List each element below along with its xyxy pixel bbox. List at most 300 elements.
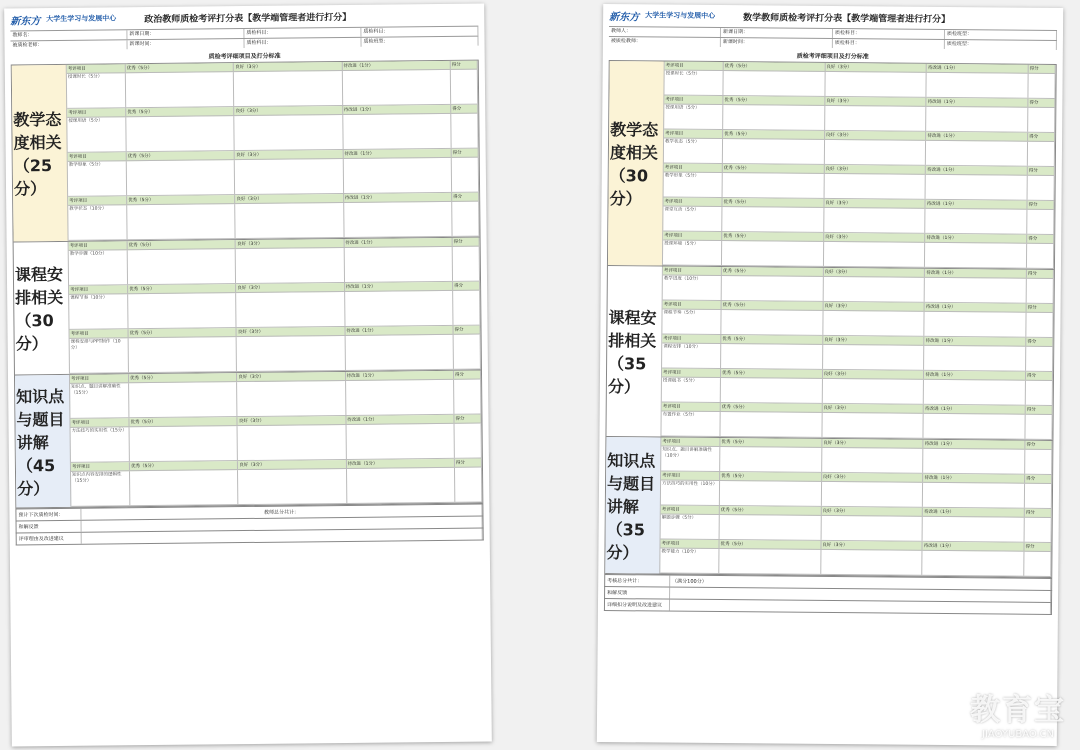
rubric-header-cell: 待改进（1分） <box>927 98 1029 107</box>
rubric-header-cell: 优秀（5分） <box>722 301 824 310</box>
rubric-criteria-cell <box>723 105 825 130</box>
rubric-header-cell: 优秀（5分） <box>723 164 825 173</box>
rubric-row <box>664 139 1055 167</box>
rubric-criteria-cell <box>925 243 1027 268</box>
rubric-criteria-cell <box>723 71 825 96</box>
rubric-criteria-cell <box>923 483 1025 508</box>
rubric-header-cell: 优秀（5分） <box>721 335 823 344</box>
rubric-header-cell: 良好（3分） <box>236 239 344 248</box>
category-block <box>14 238 481 376</box>
rubric-item-name: 课程安排（10分） <box>662 344 721 369</box>
rubric-header-cell: 得分 <box>452 149 479 157</box>
rubric-header-cell: 优秀（5分） <box>126 63 234 72</box>
rubric-criteria-cell <box>130 426 239 461</box>
rubric-header-cell: 待改进（1分） <box>343 149 451 158</box>
rubric-header-cell: 待改进（1分） <box>924 371 1026 380</box>
left-doc-title: 政治教师质检考评打分表【教学端管理者进行打分】 <box>144 12 352 26</box>
rubric-header-cell: 得分 <box>1024 543 1051 551</box>
rubric-row <box>68 202 479 241</box>
category-block <box>608 61 1056 270</box>
rubric-header-cell: 良好（3分） <box>237 327 345 336</box>
rubric-header-cell: 考评项目 <box>68 196 127 205</box>
rubric-header-cell: 得分 <box>1027 201 1054 209</box>
rubric-header-cell: 得分 <box>1027 270 1054 278</box>
rubric-header-cell: 优秀（5分） <box>720 438 822 447</box>
rubric-item-name: 授课板书（5分） <box>662 378 721 403</box>
rubric-header-cell: 良好（3分） <box>238 460 346 469</box>
footer-label: 考核总分共计： <box>605 575 670 587</box>
category-block <box>15 371 482 509</box>
rubric-criteria-cell <box>343 158 452 193</box>
score-cell <box>451 114 478 148</box>
category-label: 课程安排相关（35分） <box>606 266 662 436</box>
rubric-header-cell: 考评项目 <box>663 267 722 276</box>
rubric-criteria-cell <box>722 207 824 232</box>
rubric-header-cell: 待改进（1分） <box>923 474 1025 483</box>
rubric-header-cell: 得分 <box>1029 65 1056 73</box>
rubric-criteria-cell <box>927 73 1029 98</box>
rubric-row <box>664 105 1055 133</box>
rubric-header-cell: 得分 <box>451 61 478 69</box>
rubric-row <box>661 515 1052 543</box>
rubric-header-cell: 优秀（5分） <box>721 369 823 378</box>
rubric-criteria-cell <box>130 470 239 505</box>
rubric-header-cell: 得分 <box>1028 167 1055 175</box>
rubric-row <box>663 276 1054 304</box>
info-field: 质检科目： <box>833 29 945 39</box>
score-cell <box>455 424 482 458</box>
rubric-row <box>70 380 481 419</box>
score-cell <box>455 468 482 502</box>
rubric-item-name: 授课用语（5分） <box>664 105 723 130</box>
rubric-criteria-cell <box>347 468 456 503</box>
rubric-header-cell: 良好（3分） <box>823 370 925 379</box>
rubric-criteria-cell <box>344 247 453 282</box>
rubric-criteria-cell <box>925 312 1027 337</box>
rubric-row <box>664 173 1055 201</box>
rubric-header-cell: 优秀（5分） <box>126 107 234 116</box>
rubric-item-name: 课程节奏（10分） <box>69 294 128 329</box>
rubric-criteria-cell <box>926 209 1028 234</box>
rubric-header-cell: 良好（3分） <box>821 507 923 516</box>
rubric-header-cell: 良好（3分） <box>825 131 927 140</box>
rubric-header-cell: 得分 <box>1028 99 1055 107</box>
category-block <box>12 61 480 243</box>
rubric-row <box>69 247 480 286</box>
rubric-criteria-cell <box>720 412 822 437</box>
rubric-item-name: 方法技巧的实用性（10分） <box>661 481 720 506</box>
rubric-criteria-cell <box>822 379 924 404</box>
score-cell <box>1028 142 1055 166</box>
rubric-criteria-cell <box>128 293 237 328</box>
info-field: 新课时间： <box>127 39 244 49</box>
rubric-row <box>662 378 1053 406</box>
rubric-header-cell: 考评项目 <box>663 301 722 310</box>
rubric-row <box>67 70 478 109</box>
rubric-row <box>69 291 480 330</box>
rubric-header-cell: 良好（3分） <box>235 194 343 203</box>
rubric-criteria-cell <box>129 337 238 372</box>
rubric-criteria-cell <box>237 381 346 416</box>
category-items <box>69 238 481 374</box>
rubric-header-cell: 得分 <box>453 282 480 290</box>
rubric-header-cell: 待改进（1分） <box>346 415 454 424</box>
rubric-criteria-cell <box>721 378 823 403</box>
rubric-header-cell: 优秀（5分） <box>723 96 825 105</box>
score-cell <box>1024 552 1051 576</box>
rubric-criteria-cell <box>823 345 925 370</box>
rubric-criteria-cell <box>924 346 1026 371</box>
right-score-sheet <box>597 4 1063 746</box>
info-field: 质检科目： <box>244 28 361 38</box>
rubric-header-cell: 得分 <box>451 105 478 113</box>
rubric-header-cell: 考评项目 <box>662 335 721 344</box>
rubric-header-cell: 考评项目 <box>660 540 719 549</box>
score-cell <box>1025 415 1052 439</box>
left-subtitle: 质检考评细项目及打分标准 <box>208 52 281 61</box>
rubric-criteria-cell <box>923 551 1025 576</box>
rubric-item-name: 知识点内容安排的逻辑性（15分） <box>71 471 130 506</box>
footer-label: 评审理由及改进建议 <box>17 533 82 545</box>
info-field: 质检班型： <box>945 40 1057 50</box>
score-cell <box>1028 176 1055 200</box>
rubric-criteria-cell <box>346 424 455 459</box>
rubric-header-cell: 优秀（5分） <box>127 151 235 160</box>
rubric-header-cell: 良好（3分） <box>234 62 342 71</box>
rubric-criteria-cell <box>236 292 345 327</box>
rubric-item-name: 课程节奏（5分） <box>662 310 721 335</box>
rubric-header-cell: 得分 <box>1028 133 1055 141</box>
category-label: 知识点与题目讲解（45分） <box>15 375 71 508</box>
rubric-criteria-cell <box>721 310 823 335</box>
right-logo: 新东方 <box>609 12 640 24</box>
rubric-header-cell: 得分 <box>1027 235 1054 243</box>
rubric-header-cell: 优秀（5分） <box>720 506 822 515</box>
rubric-header-cell: 考评项目 <box>662 369 721 378</box>
rubric-header-cell: 考评项目 <box>664 164 723 173</box>
rubric-criteria-cell <box>822 448 924 473</box>
rubric-header-cell: 良好（3分） <box>235 106 343 115</box>
rubric-item-name: 授课时长（5分） <box>67 73 126 108</box>
rubric-criteria-cell <box>926 141 1028 166</box>
rubric-header-cell: 考评项目 <box>67 108 126 117</box>
rubric-criteria-cell <box>925 278 1027 303</box>
score-cell <box>1026 381 1053 405</box>
rubric-header-cell: 考评项目 <box>70 329 129 338</box>
rubric-header-cell: 考评项目 <box>663 232 722 241</box>
info-field: 质检科目： <box>833 39 945 49</box>
category-items <box>70 371 482 507</box>
rubric-row <box>661 447 1052 475</box>
rubric-header-cell: 良好（3分） <box>236 283 344 292</box>
rubric-header-cell: 待改进（1分） <box>344 193 452 202</box>
rubric-criteria-cell <box>821 516 923 541</box>
rubric-header-cell: 优秀（5分） <box>129 417 237 426</box>
rubric-criteria-cell <box>720 481 822 506</box>
rubric-criteria-cell <box>824 242 926 267</box>
rubric-item-name: 教学状态（10分） <box>68 205 127 240</box>
rubric-criteria-cell <box>825 140 927 165</box>
rubric-criteria-cell <box>926 107 1028 132</box>
rubric-header-cell: 待改进（1分） <box>345 282 453 291</box>
rubric-criteria-cell <box>822 413 924 438</box>
rubric-criteria-cell <box>924 414 1026 439</box>
info-field: 教师名： <box>10 30 127 40</box>
rubric-header-cell: 得分 <box>454 371 481 379</box>
rubric-header-cell: 待改进（1分） <box>926 132 1028 141</box>
rubric-criteria-cell <box>236 248 345 283</box>
rubric-item-name: 教学能力（10分） <box>660 549 719 574</box>
rubric-header-cell: 考评项目 <box>70 374 129 383</box>
rubric-criteria-cell <box>924 380 1026 405</box>
rubric-header-cell: 优秀（5分） <box>129 373 237 382</box>
rubric-header-cell: 待改进（1分） <box>346 371 454 380</box>
rubric-header-cell: 良好（3分） <box>821 541 923 550</box>
rubric-row <box>662 310 1053 338</box>
score-cell <box>1026 347 1053 371</box>
score-cell <box>1028 74 1055 98</box>
rubric-header-cell: 考评项目 <box>661 438 720 447</box>
rubric-row <box>661 412 1052 440</box>
score-cell <box>1025 450 1052 474</box>
rubric-header-cell: 待改进（1分） <box>347 459 455 468</box>
score-cell <box>1025 484 1052 508</box>
rubric-header-cell: 待改进（1分） <box>924 405 1026 414</box>
rubric-header-cell: 良好（3分） <box>237 372 345 381</box>
category-block <box>605 437 1052 578</box>
rubric-criteria-cell <box>127 160 236 195</box>
category-block <box>606 266 1053 441</box>
rubric-header-cell: 优秀（5分） <box>130 461 238 470</box>
score-cell <box>452 202 479 236</box>
rubric-row <box>70 335 481 374</box>
rubric-criteria-cell <box>344 202 453 237</box>
rubric-criteria-cell <box>128 249 237 284</box>
info-field: 新课日期： <box>127 29 244 39</box>
score-cell <box>453 247 480 281</box>
rubric-criteria-cell <box>126 116 235 151</box>
rubric-criteria-cell <box>923 517 1025 542</box>
category-label: 课程安排相关（30分） <box>14 242 70 375</box>
rubric-header-cell: 良好（3分） <box>238 416 346 425</box>
rubric-criteria-cell <box>346 380 455 415</box>
rubric-criteria-cell <box>127 204 236 239</box>
rubric-header-cell: 良好（3分） <box>822 404 924 413</box>
rubric-criteria-cell <box>723 173 825 198</box>
rubric-criteria-cell <box>722 276 824 301</box>
category-items <box>663 62 1056 269</box>
left-logo: 新东方 <box>10 16 41 28</box>
score-cell <box>1027 244 1054 268</box>
category-label: 教学态度相关（25分） <box>12 65 69 242</box>
rubric-item-name: 教学进度（10分） <box>663 276 722 301</box>
rubric-header-cell: 得分 <box>1025 475 1052 483</box>
rubric-header-cell: 得分 <box>1026 372 1053 380</box>
rubric-header-cell: 优秀（5分） <box>722 267 824 276</box>
rubric-item-name: 方法技巧的实用性（15分） <box>71 427 130 462</box>
rubric-header-cell: 待改进（1分） <box>923 508 1025 517</box>
rubric-header-cell: 良好（3分） <box>824 165 926 174</box>
score-cell <box>454 335 481 369</box>
footer-label: 教师总分共计： <box>81 505 482 520</box>
rubric-header-cell: 优秀（5分） <box>127 195 235 204</box>
rubric-criteria-cell <box>923 449 1025 474</box>
rubric-criteria-cell <box>723 139 825 164</box>
rubric-criteria-cell <box>720 447 822 472</box>
rubric-header-cell: 优秀（5分） <box>129 328 237 337</box>
rubric-header-cell: 考评项目 <box>664 96 723 105</box>
rubric-header-cell: 待改进（1分） <box>345 326 453 335</box>
rubric-criteria-cell <box>926 175 1028 200</box>
rubric-criteria-cell <box>342 70 451 105</box>
right-doc-title: 数学教师质检考评打分表【教学端管理者进行打分】 <box>743 13 951 26</box>
rubric-criteria-cell <box>129 382 238 417</box>
rubric-header-cell: 待改进（1分） <box>343 105 451 114</box>
rubric-criteria-cell <box>823 277 925 302</box>
rubric-row <box>663 241 1054 269</box>
rubric-header-cell: 良好（3分） <box>824 233 926 242</box>
rubric-header-cell: 得分 <box>1027 304 1054 312</box>
right-org-name: 大学生学习与发展中心 <box>645 11 716 20</box>
score-cell <box>1028 108 1055 132</box>
category-label: 教学态度相关（30分） <box>608 61 665 265</box>
rubric-criteria-cell <box>825 106 927 131</box>
right-rubric-grid <box>604 60 1056 579</box>
rubric-header-cell: 待改进（1分） <box>924 440 1026 449</box>
rubric-criteria-cell <box>720 515 822 540</box>
info-field: 质检班型： <box>361 37 478 47</box>
score-cell <box>1025 518 1052 542</box>
rubric-criteria-cell <box>345 335 454 370</box>
rubric-header-cell: 考评项目 <box>662 403 721 412</box>
rubric-item-name: 授课时长（5分） <box>664 71 723 96</box>
rubric-header-cell: 优秀（5分） <box>128 284 236 293</box>
rubric-criteria-cell <box>238 469 347 504</box>
rubric-criteria-cell <box>235 115 344 150</box>
rubric-header-cell: 考评项目 <box>67 64 126 73</box>
rubric-criteria-cell <box>824 208 926 233</box>
rubric-header-cell: 考评项目 <box>663 198 722 207</box>
rubric-header-cell: 优秀（5分） <box>723 130 825 139</box>
rubric-criteria-cell <box>825 72 927 97</box>
right-brand-bar <box>603 4 1063 30</box>
rubric-header-cell: 待改进（1分） <box>925 303 1027 312</box>
right-footer-row-3 <box>604 599 1052 615</box>
info-field: 质检科目： <box>361 27 478 37</box>
category-items <box>67 61 480 241</box>
rubric-header-cell: 考评项目 <box>661 506 720 515</box>
rubric-header-cell: 良好（3分） <box>235 150 343 159</box>
score-cell <box>452 158 479 192</box>
rubric-criteria-cell <box>722 241 824 266</box>
rubric-header-cell: 考评项目 <box>70 418 129 427</box>
score-cell <box>1027 279 1054 303</box>
rubric-header-cell: 考评项目 <box>665 62 724 71</box>
rubric-item-name: 授课环境（5分） <box>663 241 722 266</box>
rubric-criteria-cell <box>237 336 346 371</box>
rubric-header-cell: 考评项目 <box>69 285 128 294</box>
left-org-name: 大学生学习与发展中心 <box>46 14 117 24</box>
rubric-row <box>662 344 1053 372</box>
rubric-header-cell: 得分 <box>1026 406 1053 414</box>
rubric-row <box>71 424 482 463</box>
score-cell <box>453 291 480 325</box>
rubric-item-name: 布置作业（5分） <box>661 412 720 437</box>
rubric-header-cell: 优秀（5分） <box>722 232 824 241</box>
rubric-header-cell: 得分 <box>455 459 482 467</box>
rubric-header-cell: 得分 <box>453 326 480 334</box>
rubric-item-name: 课程安排与PPT制作（10分） <box>70 338 129 373</box>
watermark-logo: 教育宝 <box>970 693 1066 728</box>
rubric-header-cell: 良好（3分） <box>825 97 927 106</box>
info-field: 新课时间： <box>721 38 833 48</box>
category-items <box>660 438 1052 577</box>
rubric-header-cell: 待改进（1分） <box>925 269 1027 278</box>
rubric-header-cell: 待改进（1分） <box>926 200 1028 209</box>
score-cell <box>1027 210 1054 234</box>
rubric-header-cell: 得分 <box>453 238 480 246</box>
rubric-header-cell: 得分 <box>452 193 479 201</box>
rubric-row <box>68 158 479 197</box>
score-cell <box>454 380 481 414</box>
rubric-header-cell: 考评项目 <box>69 241 128 250</box>
rubric-item-name: 解题步骤（5分） <box>661 515 720 540</box>
rubric-header-cell: 考评项目 <box>71 462 130 471</box>
rubric-item-name: 课堂互动（5分） <box>663 207 722 232</box>
rubric-header-cell: 考评项目 <box>68 152 127 161</box>
rubric-row <box>67 114 478 153</box>
rubric-header-cell: 得分 <box>1025 509 1052 517</box>
rubric-header-cell: 待改进（1分） <box>926 234 1028 243</box>
rubric-row <box>661 481 1052 509</box>
rubric-item-name: 教学形象（5分） <box>664 173 723 198</box>
left-score-sheet <box>4 4 492 747</box>
rubric-header-cell: 良好（3分） <box>822 473 924 482</box>
rubric-header-cell: 良好（3分） <box>824 268 926 277</box>
rubric-header-cell: 良好（3分） <box>825 63 927 72</box>
rubric-criteria-cell <box>343 114 452 149</box>
watermark <box>970 685 1066 740</box>
rubric-header-cell: 得分 <box>1025 441 1052 449</box>
rubric-header-cell: 优秀（5分） <box>720 472 822 481</box>
category-items <box>661 267 1053 440</box>
rubric-item-name: 教学状态（5分） <box>664 139 723 164</box>
left-rubric-grid <box>11 60 484 510</box>
rubric-criteria-cell <box>824 174 926 199</box>
rubric-header-cell: 待改进（1分） <box>923 542 1025 551</box>
rubric-row <box>660 549 1051 577</box>
rubric-criteria-cell <box>235 159 344 194</box>
rubric-criteria-cell <box>721 344 823 369</box>
rubric-criteria-cell <box>821 550 923 575</box>
footer-label: 详细扣分说明及改进建议 <box>605 599 670 611</box>
info-field: 被质检教师： <box>609 37 721 47</box>
rubric-header-cell: 优秀（5分） <box>722 198 824 207</box>
rubric-item-name: 知识点、题目讲解准确性（15分） <box>70 383 129 418</box>
rubric-header-cell: 优秀（5分） <box>724 62 826 71</box>
info-field: 质检科目： <box>244 38 361 48</box>
rubric-criteria-cell <box>236 203 345 238</box>
score-cell <box>451 70 478 104</box>
rubric-header-cell: 优秀（5分） <box>721 403 823 412</box>
rubric-criteria-cell <box>234 71 343 106</box>
rubric-item-name: 授课用语（5分） <box>67 117 126 152</box>
rubric-header-cell: 考评项目 <box>664 130 723 139</box>
info-field: 教师人： <box>609 27 721 37</box>
rubric-header-cell: 待改进（1分） <box>344 238 452 247</box>
rubric-header-cell: 优秀（5分） <box>719 540 821 549</box>
rubric-criteria-cell <box>823 311 925 336</box>
